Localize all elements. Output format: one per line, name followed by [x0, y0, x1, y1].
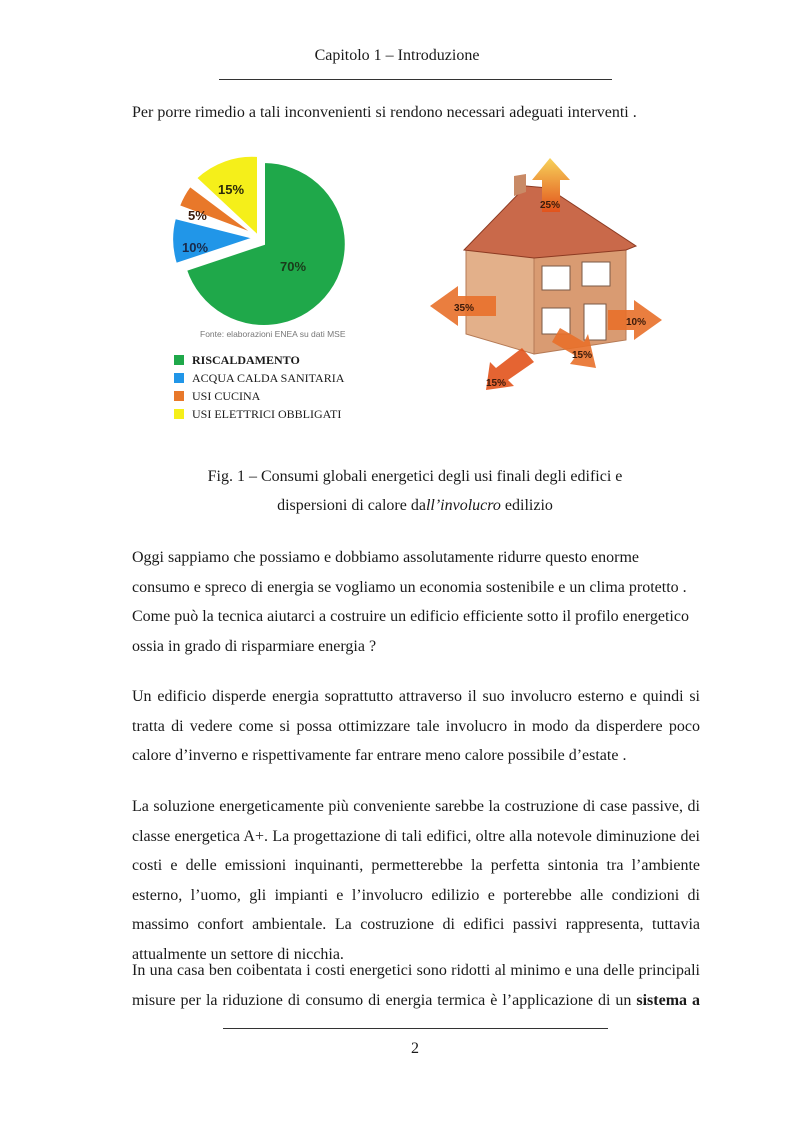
legend-swatch [174, 409, 184, 419]
pie-label-70: 70% [280, 259, 307, 274]
house-door [584, 304, 606, 340]
text-span: misure per la riduzione di consumo di energia termica è l’applicazione di un [132, 991, 637, 1009]
caption-italic: ll’involucro [425, 497, 501, 514]
pie-label-15: 15% [218, 182, 245, 197]
page-number: 2 [411, 1040, 419, 1057]
legend-item [174, 387, 344, 405]
text-line: Come può la tecnica aiutarci a costruire un edificio efficiente sotto il profilo energetico [132, 608, 689, 625]
house-label-left: 35% [454, 303, 475, 314]
bold-text: sistema a [636, 991, 701, 1009]
paragraph-3 [132, 792, 700, 969]
caption-text: edilizio [500, 497, 553, 514]
text-line: esterno, l’uomo, gli impianti e l’involucro edilizio e porterebbe alle condizioni di [132, 886, 700, 904]
pie-label-5: 5% [188, 208, 207, 223]
text-line: calore d’inverno e rispettivamente far entrare meno calore possibile d’estate . [132, 747, 627, 764]
house-heat-loss-figure [430, 158, 662, 398]
text-line [132, 986, 700, 1016]
legend-label: USI ELETTRICI OBBLIGATI [192, 406, 342, 421]
text-line: La soluzione energeticamente più conveniente sarebbe la costruzione di case passive, di [132, 798, 700, 815]
figure-source: Fonte: elaborazioni ENEA su dati MSE [200, 329, 346, 339]
house-label-floor: 15% [572, 350, 593, 361]
footer-rule [223, 1028, 608, 1029]
pie-label-10: 10% [182, 240, 209, 255]
house-label-right: 10% [626, 317, 647, 328]
house-illustration [430, 158, 662, 398]
header-rule [219, 79, 612, 80]
house-window [542, 266, 570, 290]
text-line: attualmente un settore di nicchia. [132, 945, 344, 963]
figure-caption-line1: Fig. 1 – Consumi globali energetici degli usi finali degli edifici e [207, 468, 623, 485]
legend-label: RISCALDAMENTO [192, 352, 300, 367]
legend-item [174, 405, 344, 423]
house-label-roof: 25% [540, 200, 561, 211]
paragraph-4 [132, 956, 700, 1015]
pie-legend [174, 351, 344, 423]
text-line: costi e delle emissioni inquinanti, permetterebbe la perfetta sintonia tra l’ambiente [132, 857, 700, 874]
paragraph-2 [132, 682, 700, 771]
house-window [542, 308, 570, 334]
text-line: classe energetica A+. La progettazione di tali edifici, oltre alla notevole diminuzione dei [132, 827, 700, 845]
pie-chart-figure [168, 156, 368, 428]
intro-line: Per porre rimedio a tali inconvenienti si rendono necessari adeguati interventi . [132, 104, 637, 121]
legend-item [174, 351, 344, 369]
house-window [582, 262, 610, 286]
page-header: Capitolo 1 – Introduzione [314, 47, 480, 64]
text-line: In una casa ben coibentata i costi energetici sono ridotti al minimo e una delle principali [132, 962, 700, 979]
caption-text: dispersioni di calore da [277, 497, 426, 514]
text-line: Un edificio disperde energia soprattutto attraverso il suo involucro esterno e quindi si [132, 688, 700, 705]
legend-swatch [174, 373, 184, 383]
text-line: Oggi sappiamo che possiamo e dobbiamo assolutamente ridurre questo enorme [132, 549, 639, 566]
text-line: ossia in grado di risparmiare energia ? [132, 637, 377, 655]
house-label-base: 15% [486, 378, 507, 389]
figure-caption-line2 [0, 491, 794, 520]
house-front-wall [534, 244, 626, 354]
legend-swatch [174, 355, 184, 365]
legend-item [174, 369, 344, 387]
text-line: consumo e spreco di energia se vogliamo un economia sostenibile e un clima protetto . [132, 578, 687, 596]
legend-label: USI CUCINA [192, 388, 261, 403]
text-line: tratta di vedere come si possa ottimizzare tale involucro in modo da disperdere poco [132, 717, 700, 735]
text-line: massimo confort ambientale. La costruzione di edifici passivi rappresenta, tuttavia [132, 916, 700, 933]
legend-label: ACQUA CALDA SANITARIA [192, 370, 345, 385]
pie-chart [168, 156, 368, 336]
paragraph-1 [132, 543, 700, 661]
legend-swatch [174, 391, 184, 401]
